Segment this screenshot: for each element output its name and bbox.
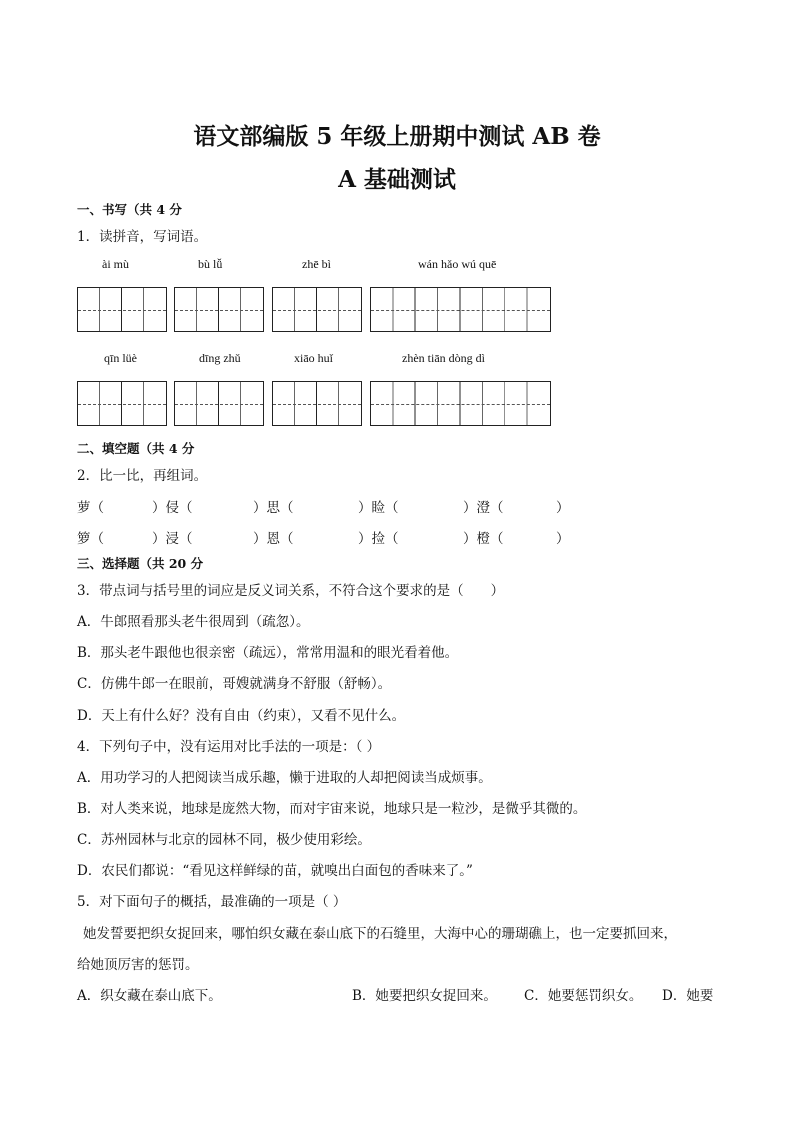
question-2: 2．比一比，再组词。 [77, 468, 208, 484]
compare-item: ）恩（ [253, 531, 294, 547]
document-title: 语文部编版 5 年级上册期中测试 AB 卷 [193, 123, 601, 150]
section-heading-1: 一、书写（共 4 分 [77, 202, 182, 217]
pinyin-dingzhu: dīng zhǔ [199, 351, 241, 365]
section-heading-3: 三、选择题（共 20 分 [77, 556, 204, 571]
compare-item: ）橙（ [463, 531, 504, 547]
option-a: A．牛郎照看那头老牛很周到（疏忽）。 [77, 614, 310, 630]
compare-item: ）澄（ [463, 500, 504, 516]
option-d: D．农民们都说：“看见这样鲜绿的苗，就嗅出白面包的香味来了。” [77, 863, 473, 879]
pinyin-zhebi: zhē bì [302, 257, 331, 271]
pinyin-wanhaowuque: wán hǎo wú quē [418, 257, 497, 271]
question-4: 4．下列句子中，没有运用对比手法的一项是：（ ） [77, 739, 381, 755]
option-c: C．苏州园林与北京的园林不同，极少使用彩绘。 [77, 832, 371, 848]
writing-grid[interactable] [174, 287, 264, 332]
pinyin-xiaohui: xiāo huǐ [294, 351, 333, 365]
option-a: A．用功学习的人把阅读当成乐趣，懒于进取的人却把阅读当成烦事。 [77, 770, 492, 786]
writing-grid[interactable] [77, 287, 167, 332]
writing-grid[interactable] [272, 287, 362, 332]
compare-item: 萝（ [77, 500, 104, 516]
compare-item: ）浸（ [152, 531, 193, 547]
compare-item: ）思（ [253, 500, 294, 516]
question-1: 1．读拼音，写词语。 [77, 229, 208, 245]
compare-item: ） [556, 500, 570, 516]
passage-text: 给她顶厉害的惩罚。 [77, 957, 199, 973]
option-d: D．天上有什么好？没有自由（约束），又看不见什么。 [77, 708, 406, 724]
writing-grid[interactable] [370, 287, 551, 332]
writing-grid[interactable] [370, 381, 551, 426]
compare-item: ） [556, 531, 570, 547]
pinyin-bulv: bù lǚ [198, 257, 223, 271]
section-heading-2: 二、填空题（共 4 分 [77, 441, 195, 456]
writing-grid[interactable] [174, 381, 264, 426]
writing-grid[interactable] [272, 381, 362, 426]
compare-item: ）侵（ [152, 500, 193, 516]
compare-item: 箩（ [77, 531, 104, 547]
compare-item: ）睑（ [358, 500, 399, 516]
option-b: B．对人类来说，地球是庞然大物，而对宇宙来说，地球只是一粒沙，是微乎其微的。 [77, 801, 587, 817]
question-3: 3．带点词与括号里的词应是反义词关系，不符合这个要求的是（ ） [77, 583, 505, 599]
option-d: D．她要 [662, 988, 714, 1004]
writing-grid[interactable] [77, 381, 167, 426]
option-c: C．她要惩罚织女。 [524, 988, 643, 1004]
pinyin-qinlue: qīn lüè [104, 351, 137, 365]
option-c: C．仿佛牛郎一在眼前，哥嫂就满身不舒服（舒畅）。 [77, 676, 392, 692]
question-5: 5．对下面句子的概括，最准确的一项是（ ） [77, 894, 347, 910]
option-b: B．那头老牛跟他也很亲密（疏远），常常用温和的眼光看着他。 [77, 645, 459, 661]
option-b: B．她要把织女捉回来。 [352, 988, 497, 1004]
document-subtitle: A 基础测试 [338, 166, 456, 193]
pinyin-zhentiandongdi: zhèn tiān dòng dì [402, 351, 485, 365]
compare-item: ）捡（ [358, 531, 399, 547]
passage-text: 她发誓要把织女捉回来，哪怕织女藏在泰山底下的石缝里，大海中心的珊瑚礁上，也一定要抓回来， [83, 926, 677, 942]
option-a: A．织女藏在泰山底下。 [77, 988, 222, 1004]
pinyin-aimu: ài mù [102, 257, 129, 271]
